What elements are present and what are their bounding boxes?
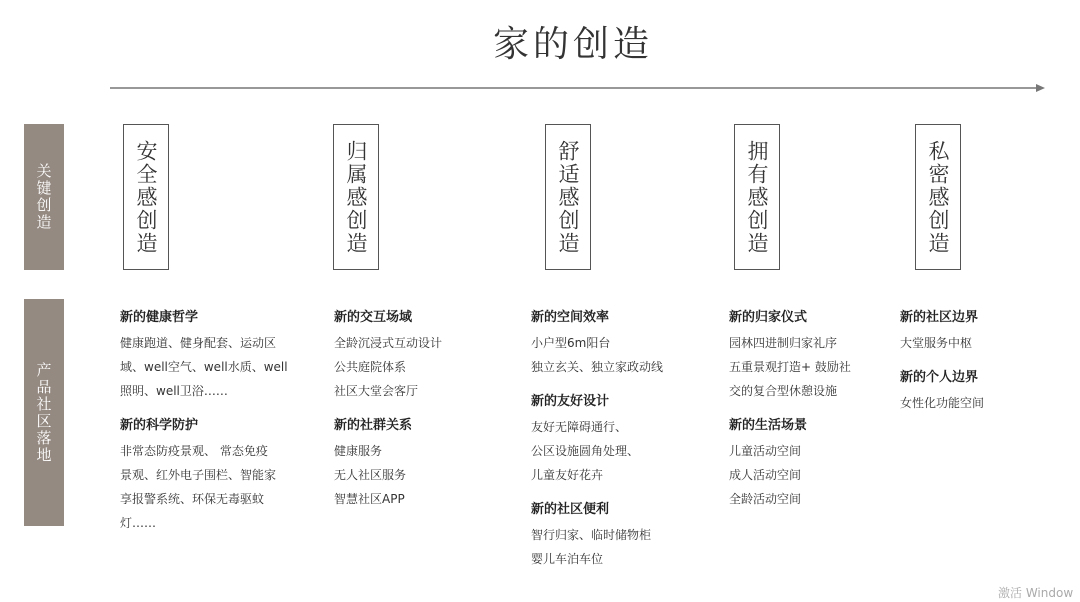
product-landing-text: 产品社区落地 bbox=[34, 361, 53, 464]
group-title: 新的归家仪式 bbox=[729, 310, 808, 325]
group-title: 新的社群关系 bbox=[334, 418, 413, 433]
activation-watermark: 激活 Window bbox=[998, 586, 1074, 600]
group-line: 成人活动空间 bbox=[729, 468, 802, 482]
group-line: 社区大堂会客厅 bbox=[334, 384, 419, 398]
pillar-safety bbox=[123, 124, 169, 270]
group-line: 女性化功能空间 bbox=[900, 396, 985, 410]
pillar-belonging-text: 归属感创造 bbox=[344, 139, 368, 255]
group-interaction-field bbox=[334, 308, 524, 403]
group-title: 新的社区边界 bbox=[900, 310, 979, 325]
pillar-safety-text: 安全感创造 bbox=[134, 139, 158, 255]
group-line: 享报警系统、环保无毒驱蚊 bbox=[120, 492, 265, 506]
key-creation-label bbox=[24, 124, 64, 270]
page-title: 家的创造 bbox=[492, 24, 653, 65]
group-space-efficiency bbox=[531, 308, 721, 379]
product-landing-label bbox=[24, 299, 64, 526]
pillar-comfort bbox=[545, 124, 591, 270]
group-line: 灯…… bbox=[120, 516, 157, 530]
group-line: 大堂服务中枢 bbox=[900, 336, 973, 350]
column-safety bbox=[120, 308, 310, 548]
group-title: 新的友好设计 bbox=[531, 394, 610, 409]
group-line: 独立玄关、独立家政动线 bbox=[531, 360, 664, 374]
group-line: 健康服务 bbox=[334, 444, 383, 458]
group-line: 无人社区服务 bbox=[334, 468, 407, 482]
pillar-privacy-text: 私密感创造 bbox=[926, 139, 950, 255]
column-ownership bbox=[729, 308, 919, 524]
group-community-boundary bbox=[900, 308, 1070, 355]
group-title: 新的社区便利 bbox=[531, 502, 610, 517]
column-comfort bbox=[531, 308, 721, 584]
column-privacy bbox=[900, 308, 1070, 428]
group-line: 智行归家、临时储物柜 bbox=[531, 528, 652, 542]
group-line: 公区设施圆角处理、 bbox=[531, 444, 640, 458]
group-personal-boundary bbox=[900, 368, 1070, 415]
group-title: 新的健康哲学 bbox=[120, 310, 199, 325]
group-line: 全龄沉浸式互动设计 bbox=[334, 336, 443, 350]
group-life-scenes bbox=[729, 416, 919, 511]
group-community-convenience bbox=[531, 500, 721, 571]
group-line: 五重景观打造+ 鼓励社 bbox=[729, 360, 851, 374]
group-homecoming-ritual bbox=[729, 308, 919, 403]
group-health-philosophy bbox=[120, 308, 310, 403]
group-friendly-design bbox=[531, 392, 721, 487]
pillar-ownership bbox=[734, 124, 780, 270]
group-line: 全龄活动空间 bbox=[729, 492, 802, 506]
group-line: 小户型6m阳台 bbox=[531, 336, 611, 350]
group-line: 友好无障碍通行、 bbox=[531, 420, 628, 434]
key-creation-text: 关键创造 bbox=[34, 163, 53, 231]
pillar-belonging bbox=[333, 124, 379, 270]
group-title: 新的交互场域 bbox=[334, 310, 413, 325]
timeline-arrow bbox=[110, 82, 1045, 94]
group-title: 新的空间效率 bbox=[531, 310, 610, 325]
group-line: 儿童活动空间 bbox=[729, 444, 802, 458]
group-line: 公共庭院体系 bbox=[334, 360, 407, 374]
group-line: 非常态防疫景观、 常态免疫 bbox=[120, 444, 268, 458]
pillar-privacy bbox=[915, 124, 961, 270]
group-line: 域、well空气、well水质、well bbox=[120, 360, 288, 374]
column-belonging bbox=[334, 308, 524, 524]
group-line: 交的复合型休憩设施 bbox=[729, 384, 838, 398]
group-title: 新的科学防护 bbox=[120, 418, 199, 433]
pillar-ownership-text: 拥有感创造 bbox=[745, 139, 769, 255]
group-line: 景观、红外电子围栏、智能家 bbox=[120, 468, 277, 482]
group-line: 婴儿车泊车位 bbox=[531, 552, 604, 566]
pillar-comfort-text: 舒适感创造 bbox=[556, 139, 580, 255]
group-scientific-protection bbox=[120, 416, 310, 535]
group-line: 园林四进制归家礼序 bbox=[729, 336, 838, 350]
group-line: 智慧社区APP bbox=[334, 492, 405, 506]
group-line: 儿童友好花卉 bbox=[531, 468, 604, 482]
group-line: 健康跑道、健身配套、运动区 bbox=[120, 336, 277, 350]
group-title: 新的生活场景 bbox=[729, 418, 808, 433]
group-line: 照明、well卫浴…… bbox=[120, 384, 228, 398]
group-title: 新的个人边界 bbox=[900, 370, 979, 385]
group-community-relations bbox=[334, 416, 524, 511]
